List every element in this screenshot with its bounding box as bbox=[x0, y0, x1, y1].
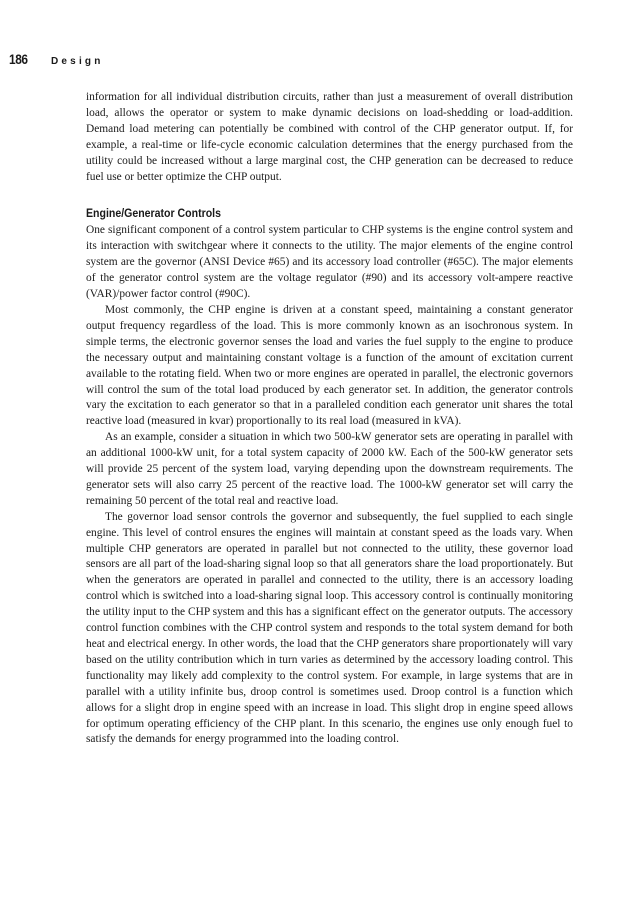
running-head bbox=[9, 51, 104, 67]
running-title: Design bbox=[51, 56, 104, 67]
section-heading: Engine/Generator Controls bbox=[86, 206, 221, 221]
page-body bbox=[86, 90, 573, 748]
paragraph-3: As an example, consider a situation in which two 500-kW generator sets are operating in parallel with an additional 1000-kW unit, for a total system capacity of 2000 kW. Each of the 500-kW generator sets will provide 25 percent of the system load, varying depending upon the downstream requirements. The generator sets will also carry 25 percent of the reactive load. The 1000-kW generator set will carry the remaining 50 percent of the total real and reactive load. bbox=[86, 431, 573, 507]
paragraph-intro: information for all individual distribution circuits, rather than just a measurement of overall distribution load, allows the operator or system to make dynamic decisions on load-shedding or load-addition. Demand load metering can potentially be combined with control of the CHP generator output. If, for example, a real-time or life-cycle economic calculation determines that the energy purchased from the utility could be increased without a large marginal cost, the CHP generation can be decreased to reduce fuel use or better optimize the CHP output. bbox=[86, 91, 573, 183]
paragraph-4: The governor load sensor controls the governor and subsequently, the fuel supplied to each single engine. This level of control ensures the engines will maintain at constant speed as the loads vary. When multiple CHP generators are operated in parallel but not connected to the utility, these governor load sensors are all part of the load-sharing signal loop so that all generators share the load proportionately. But when the generators are operated in parallel and connected to the utility, there is an accessory loading control which is switched into a load-sharing signal loop. This accessory control is continually monitoring the utility input to the CHP system and this has a significant effect on the generator outputs. The accessory control function combines with the CHP control system and responds to the total system demand for both heat and electrical energy. In other words, the load that the CHP generators share proportionately will vary based on the utility contribution which in turn varies as determined by the accessory loading control. This functionality may likely add complexity to the control system. For example, in large systems that are in parallel with a utility infinite bus, droop control is sometimes used. Droop control is a function which allows for a slight drop in engine speed with an increase in load. This slight drop in engine speed allows for optimum operating efficiency of the CHP plant. In this scenario, the engines use only enough fuel to satisfy the demands for energy programmed into the loading control. bbox=[86, 510, 573, 746]
paragraph-1: One significant component of a control system particular to CHP systems is the engine control system and its interaction with switchgear where it connects to the utility. The major elements of the engine control system are the governor (ANSI Device #65) and its accessory load controller (#65C). The major elements of the generator control system are the voltage regulator (#90) and its accessory volt-ampere reactive (VAR)/power factor control (#90C). bbox=[86, 224, 573, 301]
page-number: 186 bbox=[9, 51, 28, 67]
paragraph-2: Most commonly, the CHP engine is driven at a constant speed, maintaining a constant generator output frequency regardless of the load. This is more commonly known as an isochronous system. In simple terms, the electronic governor senses the load and varies the fuel supply to the engine to produce the necessary output and maintaining constant voltage is a function of the amount of excitation current available to the rotating field. When two or more engines are operated in parallel, the electronic governors will control the sum of the total load produced by each generator set. In addition, the generator controls vary the excitation to each generator so that in a paralleled condition each generator unit shares the total reactive load (measured in kvar) proportionally to its real load (measured in kVA). bbox=[86, 303, 573, 428]
